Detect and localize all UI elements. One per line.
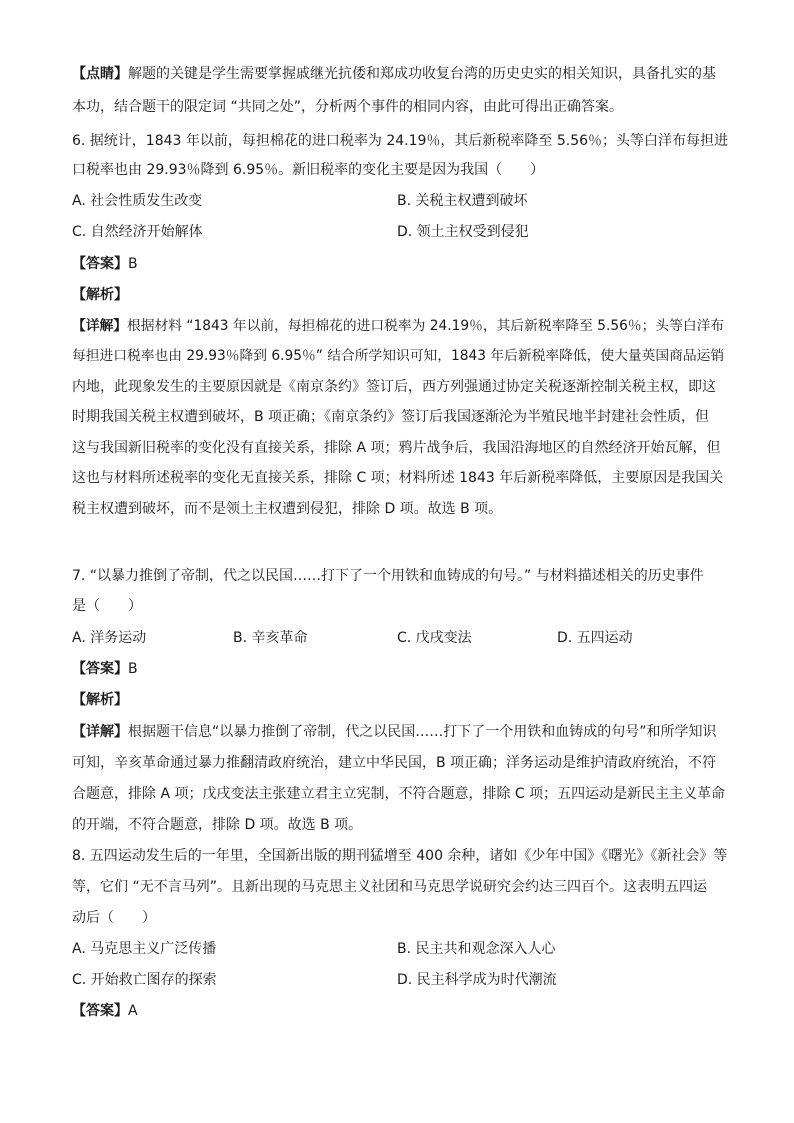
q7-stem-line-2: 是（ ） — [72, 598, 142, 614]
q8-stem-line-1: 8. 五四运动发生后的一年里，全国新出版的期刊猛增至 400 余种，诸如《少年中国》《曙光》《新社会》等 — [72, 848, 728, 864]
analysis-tag: 【解析】 — [72, 287, 128, 303]
q7-detail-line-3: 合题意，排除 A 项；戊戌变法主张建立君主立宪制，不符合题意，排除 C 项；五四运动是新民主主义革命 — [72, 786, 726, 802]
q7-detail-line-2: 可知，辛亥革命通过暴力推翻清政府统治，建立中华民国，B 项正确；洋务运动是维护清政府统治，不符 — [72, 755, 717, 771]
answer-tag: 【答案】 — [72, 1003, 128, 1019]
q7-answer — [72, 659, 732, 679]
q6-option-d: D. 领土主权受到侵犯 — [397, 224, 529, 240]
q6-option-a: A. 社会性质发生改变 — [72, 193, 203, 209]
q7-option-d: D. 五四运动 — [557, 630, 633, 646]
q6-answer-value: B — [128, 256, 138, 272]
q8-option-a: A. 马克思主义广泛传播 — [72, 941, 217, 957]
detail-tag: 【详解】 — [72, 318, 128, 334]
q6-detail-line-5: 这与我国新旧税率的变化没有直接关系，排除 A 项；鸦片战争后，我国沿海地区的自然经济开始瓦解，但 — [72, 440, 721, 456]
hint-tag: 【点睛】 — [72, 66, 128, 82]
q6-stem-line-1: 6. 据统计，1843 年以前，每担棉花的进口税率为 24.19％，其后新税率降至 5.56％；头等白洋布每担进 — [72, 133, 729, 149]
q6-option-c: C. 自然经济开始解体 — [72, 224, 203, 240]
q8-answer — [72, 1001, 732, 1021]
q6-detail-line-4: 时期我国关税主权遭到破坏，B 项正确；《南京条约》签订后我国逐渐沦为半殖民地半封建社会性质，但 — [72, 409, 710, 425]
q5-hint-line-1: 【点睛】解题的关键是学生需要掌握戚继光抗倭和郑成功收复台湾的历史史实的相关知识，具备扎实的基 — [72, 66, 716, 82]
q6-detail-line-2: 每担进口税率也由 29.93％降到 6.95％” 结合所学知识可知，1843 年后新税率降低，使大量英国商品运销 — [72, 348, 725, 364]
q8-answer-value: A — [128, 1003, 138, 1019]
q6-stem-line-2: 口税率也由 29.93％降到 6.95％。新旧税率的变化主要是因为我国（ ） — [72, 162, 545, 178]
answer-tag: 【答案】 — [72, 661, 128, 677]
q7-answer-value: B — [128, 661, 138, 677]
q7-stem-line-1: 7. “以暴力推倒了帝制，代之以民国……打下了一个用铁和血铸成的句号。” 与材料描述相关的历史事件 — [72, 568, 704, 584]
q6-detail-line-1: 【详解】根据材料 “1843 年以前，每担棉花的进口税率为 24.19％，其后新税率降至 5.56％；头等白洋布 — [72, 318, 725, 334]
q6-answer — [72, 254, 732, 274]
q7-detail-line-1: 【详解】根据题干信息“以暴力推倒了帝制，代之以民国……打下了一个用铁和血铸成的句号”和所学知识 — [72, 724, 717, 740]
q6-option-b: B. 关税主权遭到破坏 — [397, 193, 528, 209]
q6-detail-line-6: 这也与材料所述税率的变化无直接关系，排除 C 项；材料所述 1843 年后新税率降低，主要原因是我国关 — [72, 470, 724, 486]
q6-detail-line-3: 内地，此现象发生的主要原因就是《南京条约》签订后，西方列强通过协定关税逐渐控制关税主权，即这 — [72, 379, 716, 395]
q8-stem-line-3: 动后（ ） — [72, 910, 156, 926]
q8-option-b: B. 民主共和观念深入人心 — [397, 941, 556, 957]
q7-detail-line-4: 的开端，不符合题意，排除 D 项。故选 B 项。 — [72, 817, 363, 833]
q6-detail-line-7: 税主权遭到破坏，而不是领土主权遭到侵犯，排除 D 项。故选 B 项。 — [72, 501, 503, 517]
analysis-tag: 【解析】 — [72, 692, 128, 708]
q8-option-c: C. 开始救亡图存的探索 — [72, 972, 217, 988]
answer-tag: 【答案】 — [72, 256, 128, 272]
q7-analysis-heading — [72, 690, 732, 710]
q7-option-b: B. 辛亥革命 — [233, 630, 308, 646]
q8-option-d: D. 民主科学成为时代潮流 — [397, 972, 557, 988]
detail-tag: 【详解】 — [72, 724, 128, 740]
q7-option-a: A. 洋务运动 — [72, 630, 147, 646]
q7-option-c: C. 戊戌变法 — [397, 630, 472, 646]
q5-hint-line-2: 本功，结合题干的限定词 “共同之处”，分析两个事件的相同内容，由此可得出正确答案。 — [72, 99, 623, 115]
q6-analysis-heading — [72, 285, 732, 305]
q8-stem-line-2: 等，它们 “无不言马列”。且新出现的马克思主义社团和马克思学说研究会约达三四百个。这表明五四运 — [72, 879, 707, 895]
